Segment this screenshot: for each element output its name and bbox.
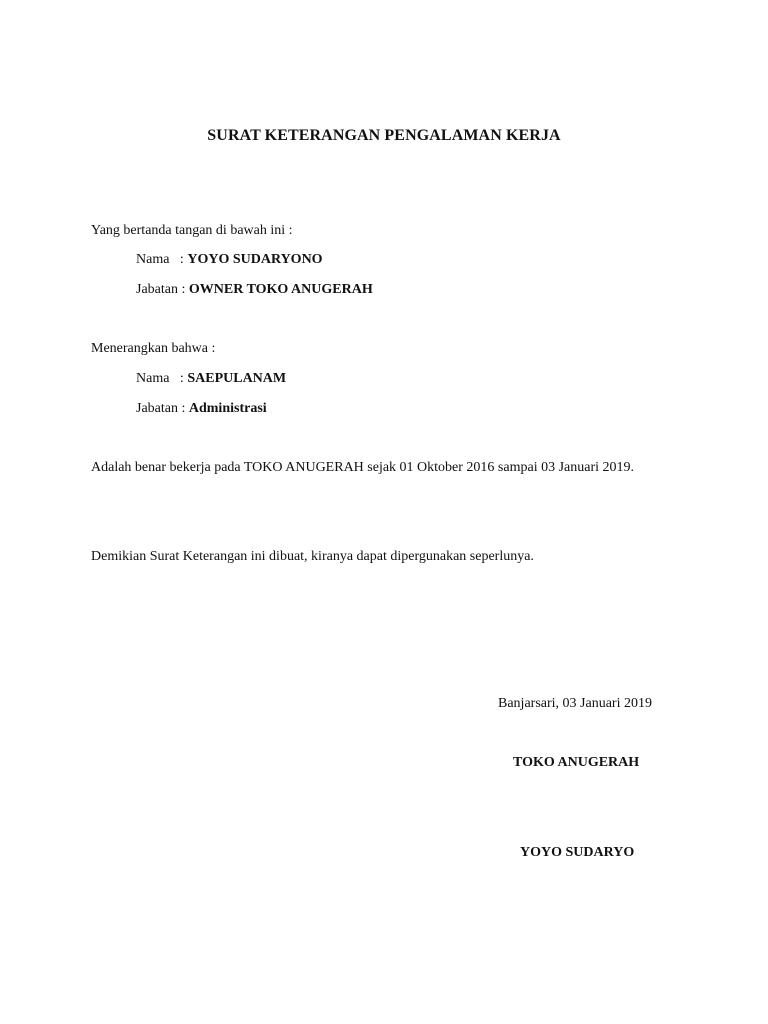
closing-paragraph: Demikian Surat Keterangan ini dibuat, kiranya dapat dipergunakan seperlunya. [91, 549, 534, 564]
employee-position-value: Administrasi [188, 401, 267, 416]
signer-position-row [136, 283, 373, 297]
statement-paragraph: Adalah benar bekerja pada TOKO ANUGERAH sejak 01 Oktober 2016 sampai 03 Januari 2019. [91, 460, 635, 475]
signer-name-value: YOYO SUDARYONO [187, 252, 323, 267]
signer-position-label: Jabatan : [136, 282, 189, 297]
intro-line: Yang bertanda tangan di bawah ini : [91, 223, 293, 238]
signatory-name: YOYO SUDARYO [520, 845, 635, 860]
company-name: TOKO ANUGERAH [513, 755, 640, 770]
signer-name-label: Nama : [136, 252, 188, 267]
declare-line: Menerangkan bahwa : [91, 341, 216, 356]
document-title: SURAT KETERANGAN PENGALAMAN KERJA [207, 127, 561, 144]
employee-name-value: SAEPULANAM [187, 371, 287, 386]
employee-position-label: Jabatan : [136, 401, 189, 416]
employee-position-row [136, 402, 267, 416]
signer-position-value: OWNER TOKO ANUGERAH [188, 282, 373, 297]
place-date: Banjarsari, 03 Januari 2019 [498, 696, 652, 711]
employee-name-row [136, 372, 286, 386]
employee-name-label: Nama : [136, 371, 188, 386]
signer-name-row [136, 253, 323, 267]
